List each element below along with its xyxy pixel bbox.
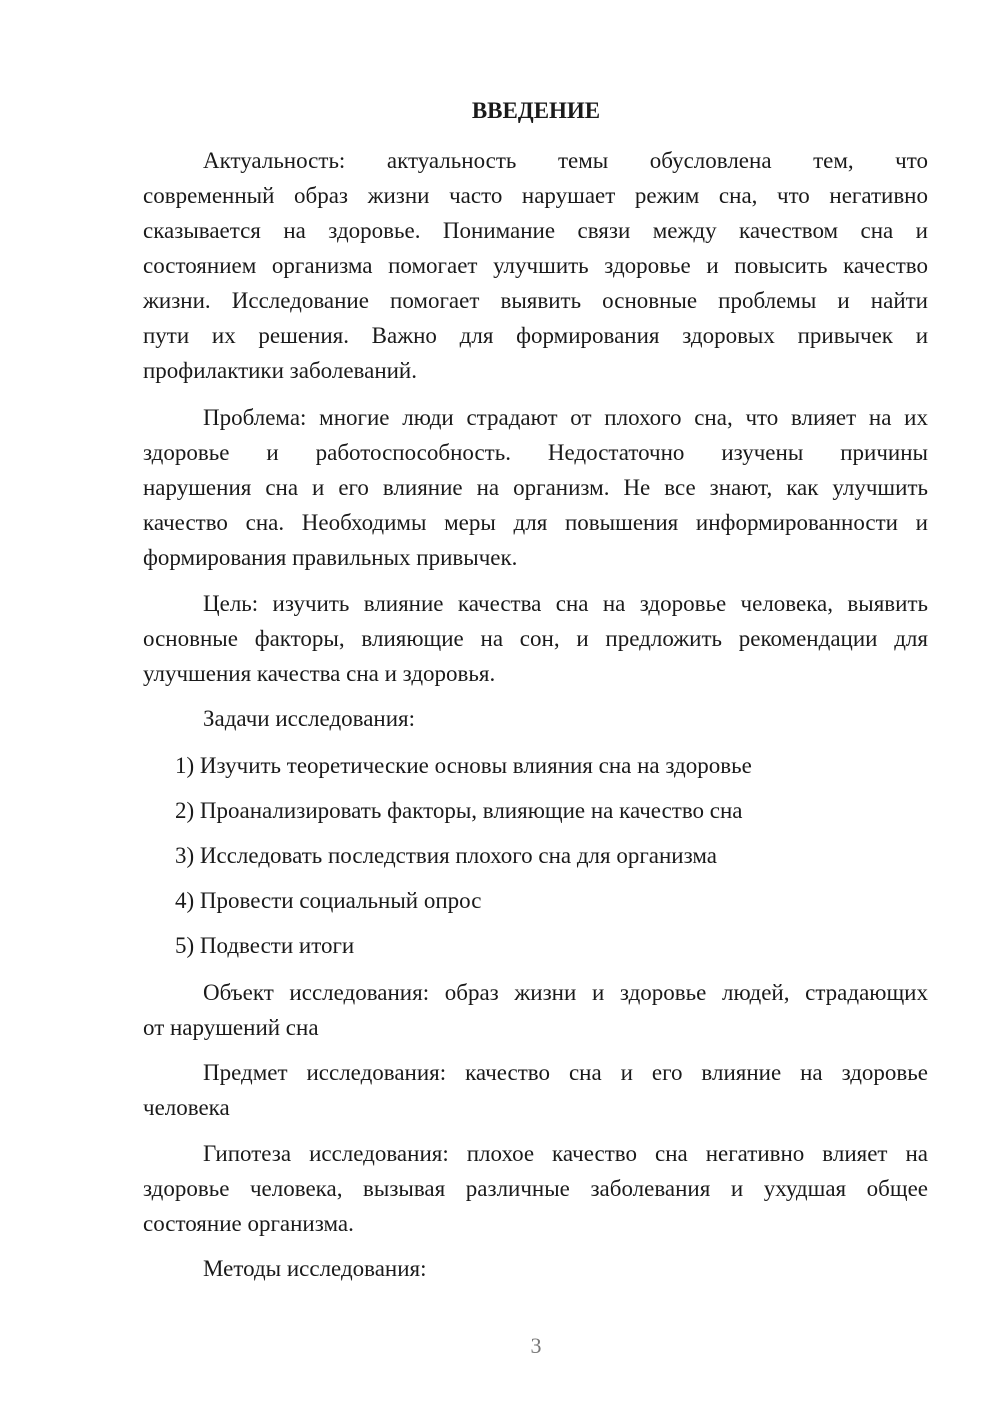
text-line: профилактики заболеваний. [143, 358, 417, 383]
paragraph-relevance [143, 143, 928, 388]
text-line: жизни. Исследование помогает выявить основные проблемы и найти [143, 288, 928, 313]
text-line: качество сна. Необходимы меры для повышения информированности и [143, 510, 928, 535]
text-line: основные факторы, влияющие на сон, и предложить рекомендации для [143, 626, 928, 651]
list-item: 4) Провести социальный опрос [175, 888, 482, 913]
text-line: нарушения сна и его влияние на организм. Не все знают, как улучшить [143, 475, 928, 500]
paragraph-goal [143, 586, 928, 691]
text-line: Методы исследования: [203, 1256, 427, 1281]
text-line: Объект исследования: образ жизни и здоровье людей, страдающих [203, 980, 928, 1005]
text-line: от нарушений сна [143, 1015, 319, 1040]
text-line: здоровье человека, вызывая различные заболевания и ухудшая общее [143, 1176, 928, 1201]
list-item: 3) Исследовать последствия плохого сна для организма [175, 843, 717, 868]
text-line: Гипотеза исследования: плохое качество сна негативно влияет на [203, 1141, 928, 1166]
text-line: современный образ жизни часто нарушает режим сна, что негативно [143, 183, 928, 208]
text-line: Актуальность: актуальность темы обусловлена тем, что [203, 148, 928, 173]
text-line: Цель: изучить влияние качества сна на здоровье человека, выявить [203, 591, 928, 616]
text-line: состоянием организма помогает улучшить здоровье и повысить качество [143, 253, 928, 278]
text-line: сказывается на здоровье. Понимание связи между качеством сна и [143, 218, 928, 243]
list-item: 1) Изучить теоретические основы влияния сна на здоровье [175, 753, 752, 778]
page-title: ВВЕДЕНИЕ [471, 98, 601, 123]
text-line: улучшения качества сна и здоровья. [143, 661, 496, 686]
text-line: Предмет исследования: качество сна и его влияние на здоровье [203, 1060, 928, 1085]
text-line: пути их решения. Важно для формирования здоровых привычек и [143, 323, 928, 348]
text-line: Проблема: многие люди страдают от плохого сна, что влияет на их [203, 405, 928, 430]
page-number: 3 [530, 1333, 542, 1358]
paragraph-problem [143, 400, 928, 575]
paragraph-object [143, 975, 928, 1045]
text-line: здоровье и работоспособность. Недостаточно изучены причины [143, 440, 928, 465]
text-line: человека [143, 1095, 230, 1120]
paragraph-subject [143, 1055, 928, 1125]
methods-heading [143, 1251, 928, 1286]
text-line: состояние организма. [143, 1211, 354, 1236]
tasks-heading [143, 701, 928, 736]
paragraph-hypothesis [143, 1136, 928, 1241]
list-item: 2) Проанализировать факторы, влияющие на качество сна [175, 798, 743, 823]
text-line: формирования правильных привычек. [143, 545, 518, 570]
list-item: 5) Подвести итоги [175, 933, 355, 958]
text-line: Задачи исследования: [203, 706, 416, 731]
